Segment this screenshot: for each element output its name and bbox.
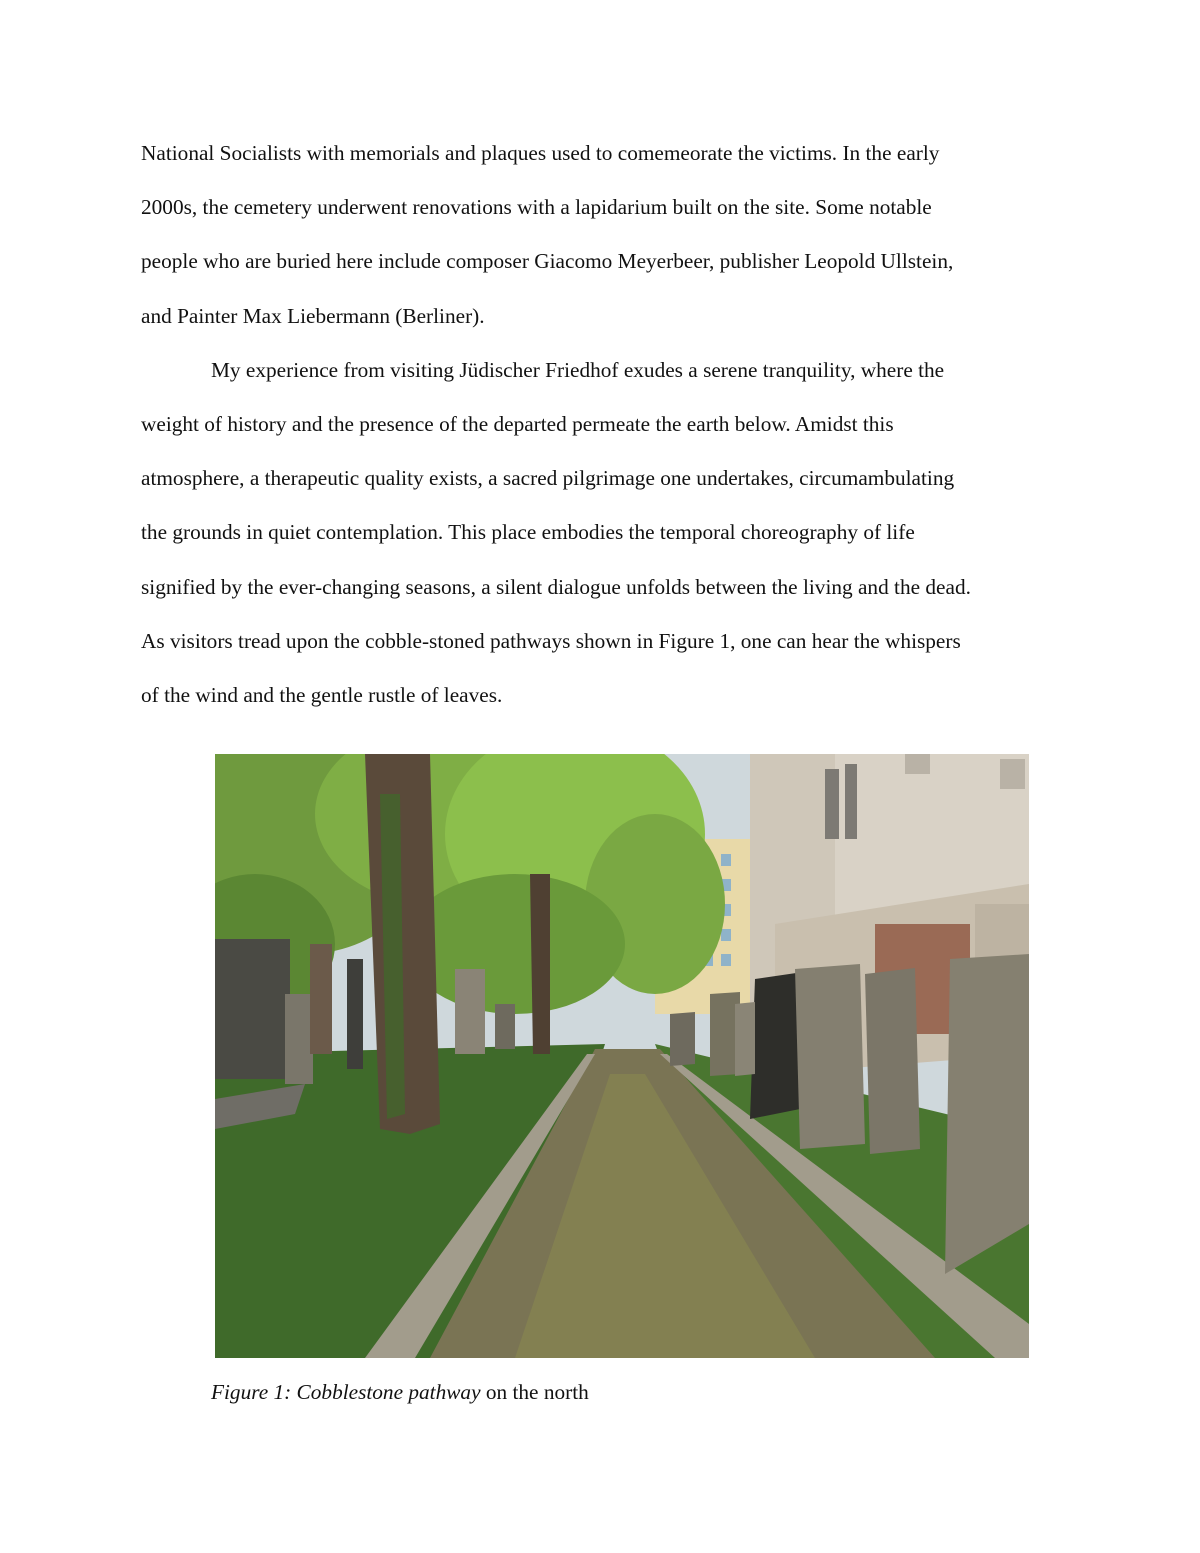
text-line: the grounds in quiet contemplation. This place embodies the temporal choreography of life: [141, 520, 915, 545]
text-line: and Painter Max Liebermann (Berliner).: [141, 303, 485, 328]
figure-photo: [215, 754, 1029, 1358]
text-line: As visitors tread upon the cobble-stoned pathways shown in Figure 1, one can hear the whispers: [141, 628, 961, 653]
text-line: atmosphere, a therapeutic quality exists, a sacred pilgrimage one undertakes, circumambulating: [141, 466, 955, 491]
paragraph-2: [141, 343, 1066, 722]
text-line: My experience from visiting Jüdischer Friedhof exudes a serene tranquility, where the: [211, 357, 945, 382]
text-line: people who are buried here include composer Giacomo Meyerbeer, publisher Leopold Ullstein,: [141, 249, 954, 274]
text-line: 2000s, the cemetery underwent renovations with a lapidarium built on the site. Some notable: [141, 195, 932, 220]
text-line: National Socialists with memorials and plaques used to comemeorate the victims. In the early: [141, 141, 940, 165]
paragraph-1: [141, 126, 1066, 343]
cemetery-photo: [215, 754, 1029, 1358]
text-line: of the wind and the gentle rustle of leaves.: [141, 682, 503, 707]
figure-caption: [211, 1376, 589, 1408]
body-text: [141, 126, 1066, 722]
caption-text: on the north: [480, 1380, 589, 1404]
caption-label: Figure 1: Cobblestone pathway: [211, 1380, 481, 1404]
gravestone: [215, 939, 290, 1079]
text-line: signified by the ever-changing seasons, a silent dialogue unfolds between the living and the dead.: [141, 574, 971, 599]
text-line: weight of history and the presence of the departed permeate the earth below. Amidst this: [141, 411, 894, 436]
